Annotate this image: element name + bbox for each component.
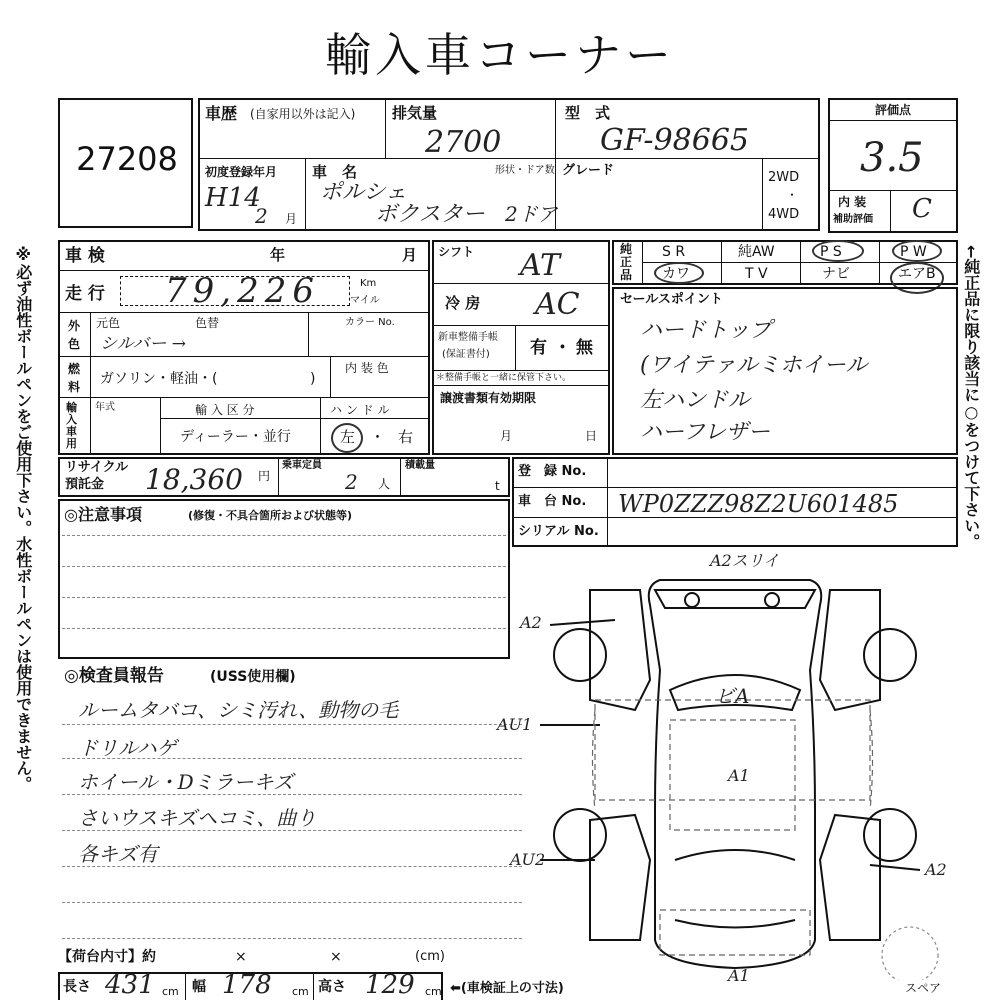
capacity-label: 乗車定員 <box>282 460 322 471</box>
warranty-no: 無 <box>576 338 593 358</box>
first-reg-year: H14 <box>205 183 261 213</box>
diagram-a2-front-left: A2 <box>520 613 542 632</box>
interior-color-label: 内 装 色 <box>345 361 389 375</box>
serial-label: シリアル No. <box>518 524 599 539</box>
interior-label: 内 装 <box>838 195 867 209</box>
aircon-value: AC <box>535 287 580 322</box>
genuine-navi: ナビ <box>822 266 850 282</box>
diagram-au2: AU2 <box>510 850 546 869</box>
interior-sub-label: 補助評価 <box>833 214 873 225</box>
drive-sep: ・ <box>786 188 799 202</box>
diagram-a2-rear-right: A2 <box>925 860 947 879</box>
exterior-label-1: 外 <box>68 319 81 333</box>
exterior-label-2: 色 <box>68 337 81 351</box>
genuine-ps-circle <box>812 240 864 262</box>
length-cm: cm <box>162 985 179 998</box>
handle-left-circle <box>331 423 363 453</box>
car-name-line1: ポルシェ <box>320 180 408 205</box>
diagram-a2-spoiler: A2スリイ <box>710 551 780 570</box>
fuel-label-2: 料 <box>68 380 81 394</box>
genuine-ps: P S <box>820 244 842 260</box>
lot-number: 27208 <box>76 140 178 178</box>
load-unit: t <box>495 479 500 493</box>
warranty-label-1: 新車整備手帳 <box>438 332 498 343</box>
transfer-label: 譲渡書類有効期限 <box>440 391 537 405</box>
fuel-label-1: 燃 <box>68 362 81 376</box>
grade-label: グレード <box>562 163 615 178</box>
recycle-unit: 円 <box>258 469 271 483</box>
transfer-day: 日 <box>585 429 598 443</box>
car-name-label: 車 名 <box>312 163 358 181</box>
caution-sub: (修復・不具合箇所および状態等) <box>188 509 353 522</box>
exterior-value: シルバー → <box>100 334 187 354</box>
height-value: 129 <box>365 970 415 1000</box>
fuel-close: ) <box>310 371 316 387</box>
diagram-spare: スペア <box>905 981 942 995</box>
doors-label: 形状・ドア数 <box>495 165 555 176</box>
handle-label: ハ ン ド ル <box>330 403 390 417</box>
doors-value: 2ドア <box>505 202 558 226</box>
history-sub: (自家用以外は記入) <box>250 107 356 121</box>
cargo-x2: × <box>330 949 342 965</box>
history-label: 車歴 <box>205 104 238 123</box>
transfer-month: 月 <box>500 429 513 443</box>
model-code-label: 型 式 <box>565 104 611 122</box>
import-type: ディーラー・並行 <box>180 429 291 445</box>
diagram-a1-roof: A1 <box>728 766 750 785</box>
inspector-line-4: さいウスキズヘコミ、曲り <box>78 806 317 830</box>
height-label: 高さ <box>318 979 346 995</box>
displacement-label: 排気量 <box>392 104 438 122</box>
car-damage-diagram <box>540 560 960 980</box>
cargo-cm: (cm) <box>415 949 445 964</box>
sales-point-1: ハードトップ <box>640 318 772 343</box>
height-cm: cm <box>425 985 442 998</box>
inspection-month: 月 <box>402 246 418 264</box>
inspector-line-5: 各キズ有 <box>78 842 158 866</box>
genuine-label: 純 正 品 <box>620 242 633 282</box>
genuine-aw: 純AW <box>738 244 775 260</box>
shift-value: AT <box>520 248 561 283</box>
load-label: 積載量 <box>405 460 435 471</box>
chassis-value: WP0ZZZ98Z2U601485 <box>618 490 899 518</box>
inspector-line-2: ドリルハゲ <box>78 736 177 760</box>
inspector-sub: (USS使用欄) <box>210 669 296 685</box>
diagram-a1-bottom: A1 <box>728 966 750 985</box>
year-model-label: 年式 <box>95 402 115 413</box>
mileage-value: 79,226 <box>165 271 320 311</box>
exterior-change: 色替 <box>195 316 220 330</box>
genuine-airbag: エアB <box>898 266 936 282</box>
fuel-options: ガソリン・軽油・( <box>100 371 218 387</box>
length-label: 長さ <box>63 979 91 995</box>
model-code-value: GF-98665 <box>600 123 750 158</box>
mileage-mile: マイル <box>350 295 380 306</box>
drive-4wd: 4WD <box>768 207 800 222</box>
handle-sep: ・ <box>370 428 386 446</box>
cargo-x1: × <box>235 949 247 965</box>
drive-2wd: 2WD <box>768 170 800 185</box>
import-type-label: 輸 入 区 分 <box>195 403 255 417</box>
genuine-kawa-circle <box>654 262 704 284</box>
diagram-bia: ビA <box>715 684 750 708</box>
shift-label: シフト <box>438 245 475 259</box>
handle-left: 左 <box>340 428 356 446</box>
cargo-label: 【荷台内寸】約 <box>58 949 156 965</box>
inspection-label: 車 検 <box>65 246 105 266</box>
page-title: 輸入車コーナー <box>325 28 675 82</box>
warranty-yes: 有 <box>530 338 547 358</box>
right-genuine-note: ←純正品に限り該当に○をつけて下さい。 <box>961 245 981 550</box>
inspector-line-3: ホイール・Dミラーキズ <box>78 770 294 794</box>
width-cm: cm <box>292 985 309 998</box>
genuine-tv: T V <box>745 266 768 282</box>
inspector-label: ◎検査員報告 <box>64 666 164 686</box>
registration-label: 登 録 No. <box>518 464 587 479</box>
handle-right: 右 <box>398 428 414 446</box>
displacement-value: 2700 <box>425 125 502 160</box>
inspector-line-1: ルームタバコ、シミ汚れ、動物の毛 <box>78 698 399 722</box>
sales-point-4: ハーフレザー <box>640 420 771 445</box>
import-label: 輸 入 車 用 <box>66 401 77 450</box>
left-pen-note: ※必ず油性ボールペンをご使用下さい。水性ボールペンは使用できません。 <box>13 245 33 792</box>
exterior-color-no: カラー No. <box>345 317 395 328</box>
sales-points-label: セールスポイント <box>620 292 723 307</box>
genuine-pw-circle <box>892 240 942 262</box>
dims-note: ⬅(車検証上の寸法) <box>450 981 564 996</box>
interior-value: C <box>912 194 932 224</box>
chassis-label: 車 台 No. <box>518 494 587 509</box>
mileage-km: Km <box>360 278 377 289</box>
score-value: 3.5 <box>860 135 924 181</box>
caution-label: ◎注意事項 <box>64 505 142 524</box>
recycle-label-1: リサイクル <box>65 460 129 475</box>
diagram-au1: AU1 <box>497 715 533 734</box>
score-label: 評価点 <box>874 103 911 117</box>
car-name-line2: ボクスター <box>375 202 485 227</box>
first-reg-label: 初度登録年月 <box>205 165 278 179</box>
recycle-label-2: 預託金 <box>65 477 105 492</box>
length-value: 431 <box>105 970 155 1000</box>
first-reg-month: 2 <box>255 204 268 228</box>
genuine-pw: P W <box>900 244 927 260</box>
width-label: 幅 <box>192 979 206 995</box>
exterior-orig: 元色 <box>96 316 121 330</box>
genuine-kawa: カワ <box>662 266 690 282</box>
inspection-year: 年 <box>270 246 286 264</box>
genuine-sr: S R <box>662 244 686 260</box>
first-reg-month-unit: 月 <box>285 212 298 226</box>
sales-point-2: (ワイテァルミホイール <box>640 353 868 378</box>
aircon-label: 冷 房 <box>445 294 481 312</box>
capacity-unit: 人 <box>378 477 391 491</box>
mileage-label: 走 行 <box>65 284 105 304</box>
sales-point-3: 左ハンドル <box>640 388 751 413</box>
warranty-note: ＊整備手帳と一緒に保管下さい。 <box>436 373 572 383</box>
warranty-sep: ・ <box>554 338 571 358</box>
capacity-value: 2 <box>345 470 358 494</box>
width-value: 178 <box>222 970 272 1000</box>
recycle-value: 18,360 <box>145 463 243 496</box>
warranty-label-2: (保証書付) <box>442 349 490 360</box>
